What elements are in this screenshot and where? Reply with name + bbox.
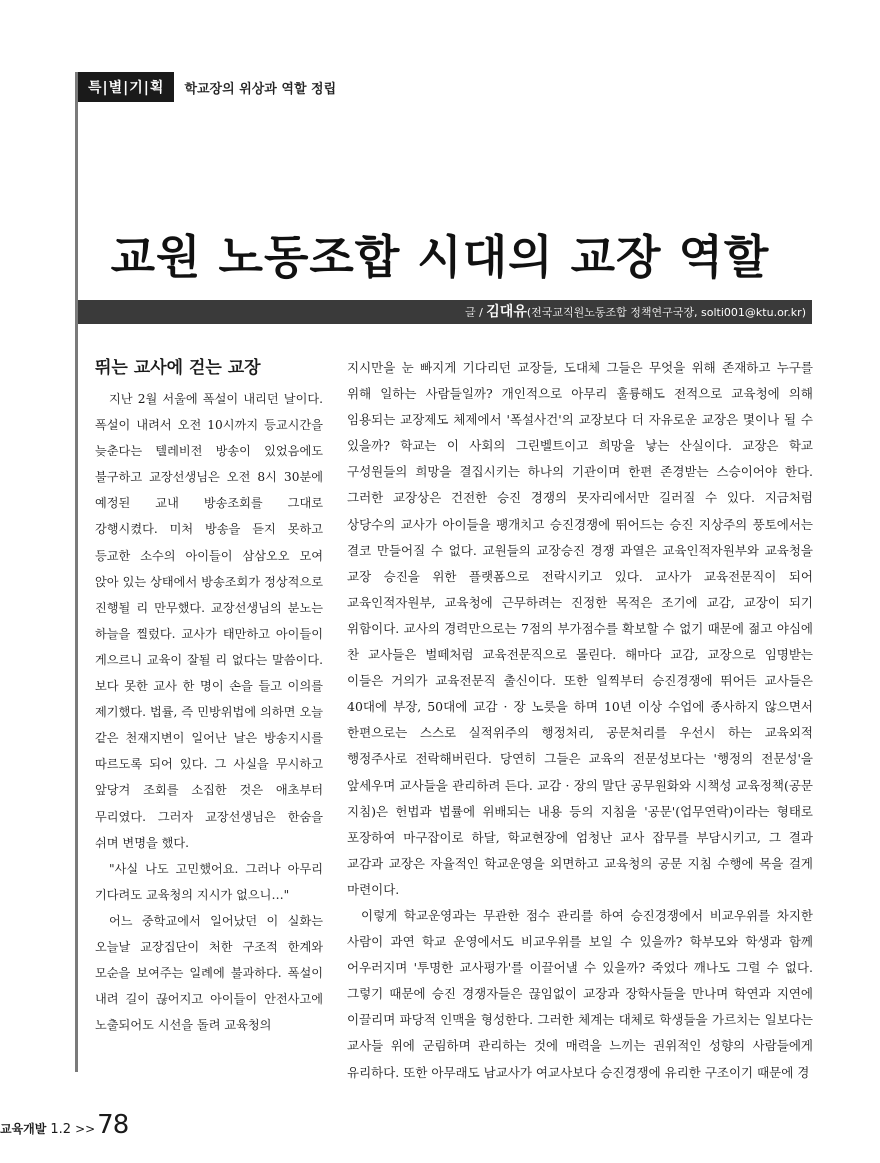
author-name: 김대유 xyxy=(486,304,527,320)
feature-subtitle: 학교장의 위상과 역할 정립 xyxy=(184,81,337,97)
section-heading: 뛰는 교사에 걷는 교장 xyxy=(95,358,261,378)
section-tag xyxy=(78,72,346,102)
paragraph: 이렇게 학교운영과는 무관한 점수 관리를 하여 승진경쟁에서 비교우위를 차지한 사람이 과연 학교 운영에서도 비교우위를 보일 수 있을까? 학부모와 학생과 함께 어우러지며 '투명한 교사평가'를 이끌어낼 수 있을까? 죽었다 깨나도 그럴 수 없다. 그렇기 때문에 승진 경쟁자들은 끊임없이 교장과 장학사들을 만나며 학연과 지연에 이끌리며 파당적 인맥을 형성한다. 그러한 체계는 대체로 학생들을 가르치는 일보다는 교사들 위에 군림하며 관리하는 것에 매력을 느끼는 권위적인 성향의 사람들에게 유리하다. 또한 아무래도 남교사가 여교사보다 승진경쟁에 유리한 구조이기 때문에 경 xyxy=(347,907,813,1080)
special-feature-label: 특|별|기|획 xyxy=(78,72,174,102)
article-title: 교원 노동조합 시대의 교장 역할 xyxy=(110,229,770,284)
paragraph: 지시만을 눈 빠지게 기다리던 교장들, 도대체 그들은 무엇을 위해 존재하고 누구를 위해 일하는 사람들일까? 개인적으로 아무리 훌륭해도 전적으로 교육청에 의해 임용되는 교장제도 체제에서 '폭설사건'의 교장보다 더 자유로운 교장은 몇이나 될 수 있을까? 학교는 이 사회의 그린벨트이고 희망을 낳는 산실이다. 교장은 학교 구성원들의 희망을 결집시키는 하나의 기관이며 한편 존경받는 스승이어야 한다. 그러한 교장상은 건전한 승진 경쟁의 못자리에서만 길러질 수 있다. 지금처럼 상당수의 교사가 아이들을 팽개치고 승진경쟁에 뛰어드는 승진 지상주의 풍토에서는 결코 만들어질 수 없다. 교원들의 교장승진 경쟁 과열은 교육인적자원부와 교육청을 교장 승진을 위한 플랫폼으로 전락시키고 있다. 교사가 교육전문직이 되어 교육인적자원부, 교육청에 근무하려는 진정한 목적은 조기에 교감, 교장이 되기 위함이다. 교사의 경력만으로는 7점의 부가점수를 확보할 수 없기 때문에 젊고 야심에 찬 교사들은 벌떼처럼 교육전문직으로 몰린다. 해마다 교감, 교장으로 임명받는 이들은 거의가 교육전문직 출신이다. 또한 일찍부터 승진경쟁에 뛰어든 교사들은 40대에 부장, 50대에 교감 · 장 노릇을 하며 10년 이상 수업에 종사하지 않으면서 한편으로는 스스로 실적위주의 행정처리, 공문처리를 우선시 하는 교육외적 행정주사로 전락해버린다. 당연히 그들은 교육의 전문성보다는 '행정의 전문성'을 앞세우며 교사들을 관리하려 든다. 교감 · 장의 말단 공무원화와 시책성 교육정책(공문 지침)은 헌법과 법률에 위배되는 내용 등의 지침을 '공문'(업무연락)이라는 형태로 포장하여 마구잡이로 하달, 학교현장에 엄청난 교사 잡무를 부담시키고, 그 결과 교감과 교장은 자율적인 학교운영을 외면하고 교육청의 공문 지침 수행에 목을 걸게 마련이다. xyxy=(347,360,813,897)
byline-prefix: 글 / xyxy=(464,306,487,319)
paragraph: 지난 2월 서울에 폭설이 내리던 날이다. 폭설이 내려서 오전 10시까지 등교시간을 늦춘다는 텔레비전 방송이 있었음에도 불구하고 교장선생님은 오전 8시 30분에 예정된 교내 방송조회를 그대로 강행시켰다. 미처 방송을 듣지 못하고 등교한 소수의 아이들이 삼삼오오 모여 앉아 있는 상태에서 방송조회가 정상적으로 진행될 리 만무했다. 교장선생님의 분노는 하늘을 찔렀다. 교사가 태만하고 아이들이 게으르니 교육이 잘될 리 없다는 말씀이다. 보다 못한 교사 한 명이 손을 들고 이의를 제기했다. 법률, 즉 민방위법에 의하면 오늘 같은 천재지변이 일어난 날은 방송지시를 따르도록 되어 있다. 그 사실을 무시하고 앞당겨 조회를 소집한 것은 애초부터 무리였다. 그러자 교장선생님은 한숨을 쉬며 변명을 했다. xyxy=(95,392,323,850)
paragraph: 어느 중학교에서 일어났던 이 실화는 오늘날 교장집단이 처한 구조적 한계와 모순을 보여주는 일례에 불과하다. 폭설이 내려 길이 끊어지고 아이들이 안전사고에 노출되어도 시선을 돌려 교육청의 xyxy=(95,913,323,1033)
arrow-glyph: >> xyxy=(75,1122,96,1136)
page-number: 78 xyxy=(97,1110,129,1140)
byline-bar xyxy=(78,300,812,324)
quote-paragraph: "사실 나도 고민했어요. 그러나 아무리 기다려도 교육청의 지시가 없으니…" xyxy=(95,861,323,902)
author-affiliation: (전국교직원노동조합 정책연구국장, solti001@ktu.or.kr) xyxy=(526,306,806,319)
page-footer xyxy=(0,1110,128,1140)
left-column xyxy=(95,355,323,1038)
right-column xyxy=(347,355,813,1086)
magazine-name: 교육개발 xyxy=(0,1122,47,1136)
issue-date: 1.2 xyxy=(50,1122,72,1137)
